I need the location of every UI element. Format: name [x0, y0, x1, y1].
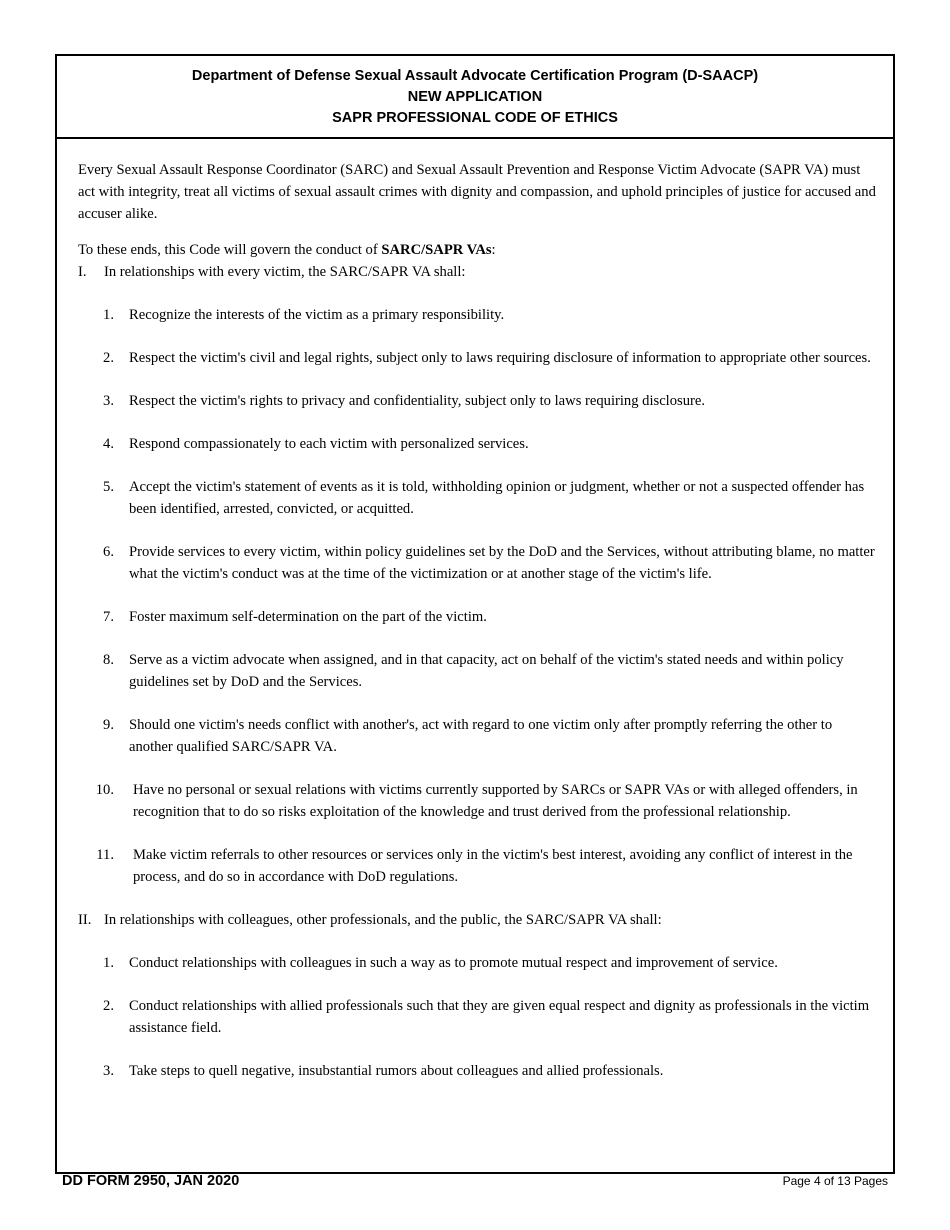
list-item-text: Accept the victim's statement of events as it is told, withholding opinion or judgment, whether or not a suspected offender has been identified, arrested, convicted, or acquitted.: [129, 479, 865, 517]
govern-bold-term: SARC/SAPR VAs: [381, 242, 492, 258]
list-item-number: 5.: [103, 479, 114, 495]
section-1-heading: In relationships with every victim, the SARC/SAPR VA shall:: [104, 264, 466, 280]
list-item-text: Respect the victim's rights to privacy and confidentiality, subject only to laws requiring disclosure.: [129, 393, 705, 409]
list-item-number: 4.: [103, 436, 114, 452]
list-item-number: 1.: [103, 955, 114, 971]
list-item-number: 8.: [103, 652, 114, 668]
list-item-text: Provide services to every victim, within policy guidelines set by the DoD and the Services, without attributing blame, no matter what the victim's conduct was at the time of the victimization or at another stage of the victim's life.: [129, 544, 875, 582]
list-item-number: 3.: [103, 393, 114, 409]
govern-suffix: :: [491, 242, 496, 258]
list-item: [104, 952, 878, 974]
list-item-text: Respect the victim's civil and legal rights, subject only to laws requiring disclosure of information to appropriate other sources.: [129, 350, 871, 366]
list-item: [104, 1060, 878, 1082]
list-item: [104, 390, 878, 412]
list-item-number: 10.: [95, 782, 114, 798]
section-2: [78, 909, 878, 1082]
section-2-heading: In relationships with colleagues, other professionals, and the public, the SARC/SAPR VA shall:: [104, 912, 662, 928]
form-number: DD FORM 2950, JAN 2020: [62, 1173, 240, 1189]
list-item: [104, 347, 878, 369]
list-item-number: 2.: [103, 998, 114, 1014]
intro-paragraph: Every Sexual Assault Response Coordinator (SARC) and Sexual Assault Prevention and Response Victim Advocate (SAPR VA) must act with integrity, treat all victims of sexual assault crimes with dignity and compassion, and uphold principles of justice for accused and accuser alike.: [78, 162, 876, 222]
list-item-number: 9.: [103, 717, 114, 733]
header-application-type: NEW APPLICATION: [407, 89, 543, 105]
list-item-text: Make victim referrals to other resources or services only in the victim's best interest, avoiding any conflict of interest in the process, and do so in accordance with DoD regulations.: [133, 847, 853, 885]
govern-prefix: To these ends, this Code will govern the conduct of: [78, 242, 382, 258]
list-item: [104, 606, 878, 628]
list-item: [96, 844, 878, 888]
list-item: [104, 714, 878, 758]
list-item: [104, 304, 878, 326]
list-item-text: Have no personal or sexual relations with victims currently supported by SARCs or SAPR VAs or with alleged offenders, in recognition that to do so risks exploitation of the knowledge and trust derived from the professional relationship.: [133, 782, 858, 820]
list-item-number: 11.: [96, 847, 114, 863]
govern-statement: [78, 239, 878, 261]
list-item: [104, 476, 878, 520]
form-header: [57, 56, 893, 139]
list-item-text: Recognize the interests of the victim as a primary responsibility.: [129, 307, 505, 323]
list-item: [104, 433, 878, 455]
header-document-title: SAPR PROFESSIONAL CODE OF ETHICS: [332, 110, 618, 126]
list-item: [95, 779, 878, 823]
list-item-text: Respond compassionately to each victim with personalized services.: [129, 436, 529, 452]
list-item-number: 7.: [103, 609, 114, 625]
list-item-text: Conduct relationships with colleagues in such a way as to promote mutual respect and improvement of service.: [129, 955, 778, 971]
document-body: [78, 159, 878, 1082]
section-1: [78, 261, 878, 888]
section-1-list: [95, 304, 878, 888]
list-item-text: Serve as a victim advocate when assigned, and in that capacity, act on behalf of the victim's stated needs and within policy guidelines set by DoD and the Services.: [129, 652, 844, 690]
section-1-numeral: I.: [78, 264, 87, 280]
list-item-number: 6.: [103, 544, 114, 560]
list-item-text: Take steps to quell negative, insubstantial rumors about colleagues and allied professionals.: [129, 1063, 664, 1079]
list-item-text: Conduct relationships with allied professionals such that they are given equal respect and dignity as professionals in the victim assistance field.: [129, 998, 870, 1036]
section-2-list: [104, 952, 878, 1082]
page-number: Page 4 of 13 Pages: [782, 1174, 888, 1188]
section-2-numeral: II.: [78, 912, 92, 928]
list-item-number: 1.: [103, 307, 114, 323]
list-item: [104, 995, 878, 1039]
list-item: [104, 649, 878, 693]
list-item-text: Foster maximum self-determination on the part of the victim.: [129, 609, 487, 625]
header-program-title: Department of Defense Sexual Assault Advocate Certification Program (D-SAACP): [191, 68, 759, 84]
list-item: [104, 541, 878, 585]
form-frame: [55, 54, 895, 1174]
list-item-number: 3.: [103, 1063, 114, 1079]
list-item-text: Should one victim's needs conflict with another's, act with regard to one victim only after promptly referring the other to another qualified SARC/SAPR VA.: [129, 717, 833, 755]
list-item-number: 2.: [103, 350, 114, 366]
